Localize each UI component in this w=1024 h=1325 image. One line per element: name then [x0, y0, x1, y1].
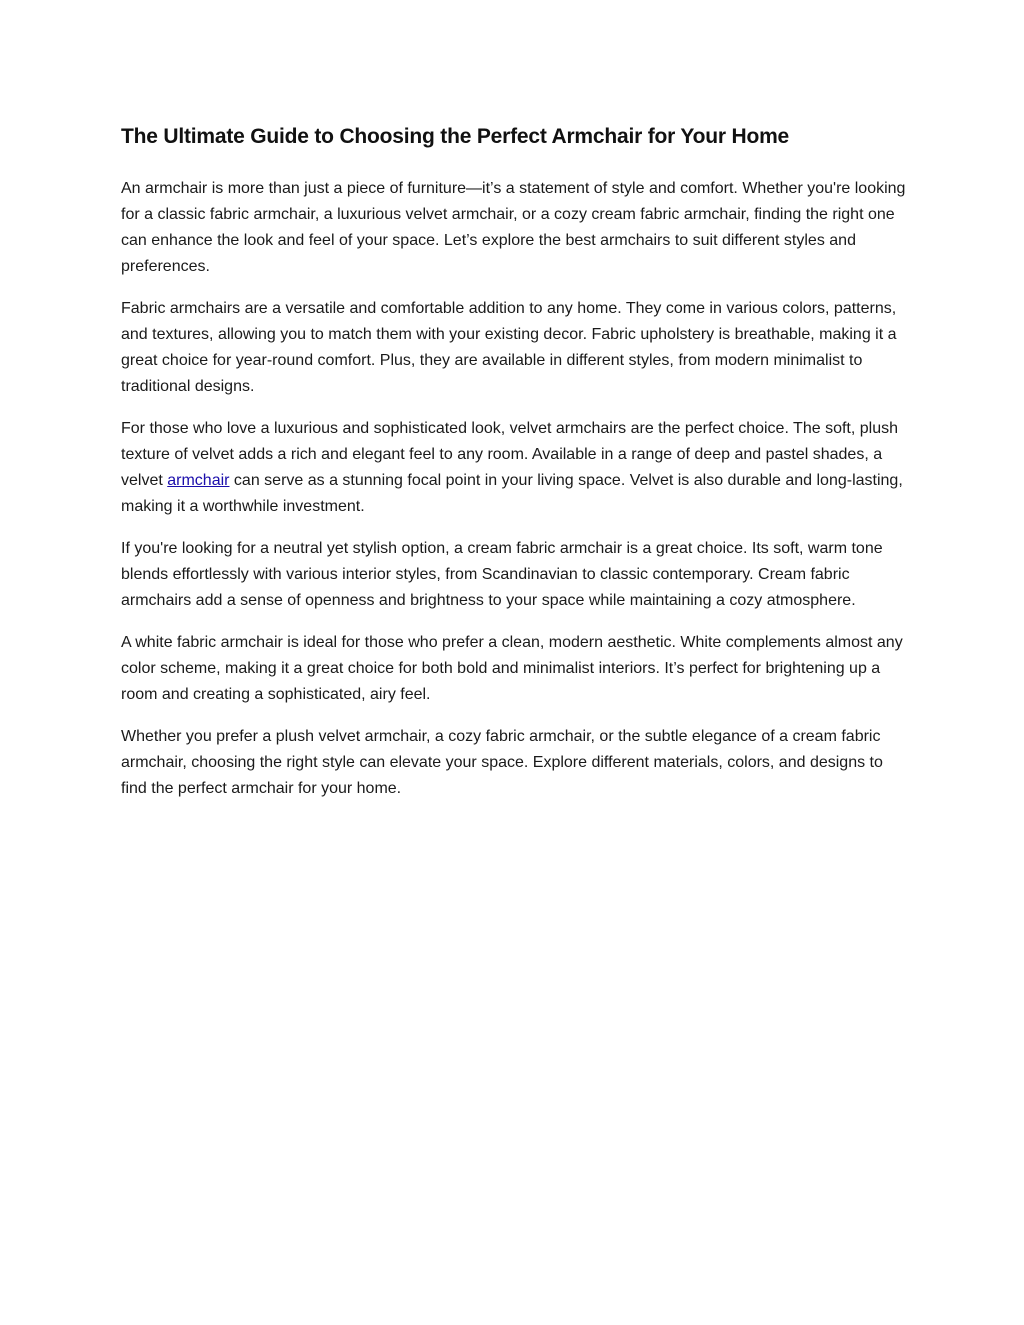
paragraph-white: A white fabric armchair is ideal for those who prefer a clean, modern aesthetic. White complements almost any color scheme, making it a great choice for both bold and minimalist interiors. It’s perfect for brightening up a room and creating a sophisticated, airy feel. [121, 634, 903, 703]
armchair-link[interactable]: armchair [167, 472, 230, 489]
paragraph-fabric: Fabric armchairs are a versatile and comfortable addition to any home. They come in various colors, patterns, and textures, allowing you to match them with your existing decor. Fabric upholstery is breathable, making it a great choice for year-round comfort. Plus, they are available in different styles, from modern minimalist to traditional designs. [121, 300, 897, 395]
page-title: The Ultimate Guide to Choosing the Perfect Armchair for Your Home [121, 125, 790, 148]
paragraph-cream: If you're looking for a neutral yet stylish option, a cream fabric armchair is a great choice. Its soft, warm tone blends effortlessly with various interior styles, from Scandinavian to classic contemporary. Cream fabric armchairs add a sense of openness and brightness to your space while maintaining a cozy atmosphere. [121, 540, 883, 609]
paragraph-velvet [121, 416, 911, 520]
paragraph-velvet-text-before: For those who love a luxurious and sophisticated look, velvet armchairs are the perfect choice. The soft, plush texture of velvet adds a rich and elegant feel to any room. Available in a range of deep and pastel shades, a velvet [121, 420, 898, 489]
document-page [121, 122, 911, 818]
paragraph-intro: An armchair is more than just a piece of furniture—it’s a statement of style and comfort. Whether you're looking for a classic fabric armchair, a luxurious velvet armchair, or a cozy cream fabric armchair, finding the right one can enhance the look and feel of your space. Let’s explore the best armchairs to suit different styles and preferences. [121, 180, 906, 275]
paragraph-conclusion: Whether you prefer a plush velvet armchair, a cozy fabric armchair, or the subtle elegance of a cream fabric armchair, choosing the right style can elevate your space. Explore different materials, colors, and designs to find the perfect armchair for your home. [121, 728, 883, 797]
paragraph-velvet-text-after: can serve as a stunning focal point in your living space. Velvet is also durable and long-lasting, making it a worthwhile investment. [121, 472, 903, 515]
